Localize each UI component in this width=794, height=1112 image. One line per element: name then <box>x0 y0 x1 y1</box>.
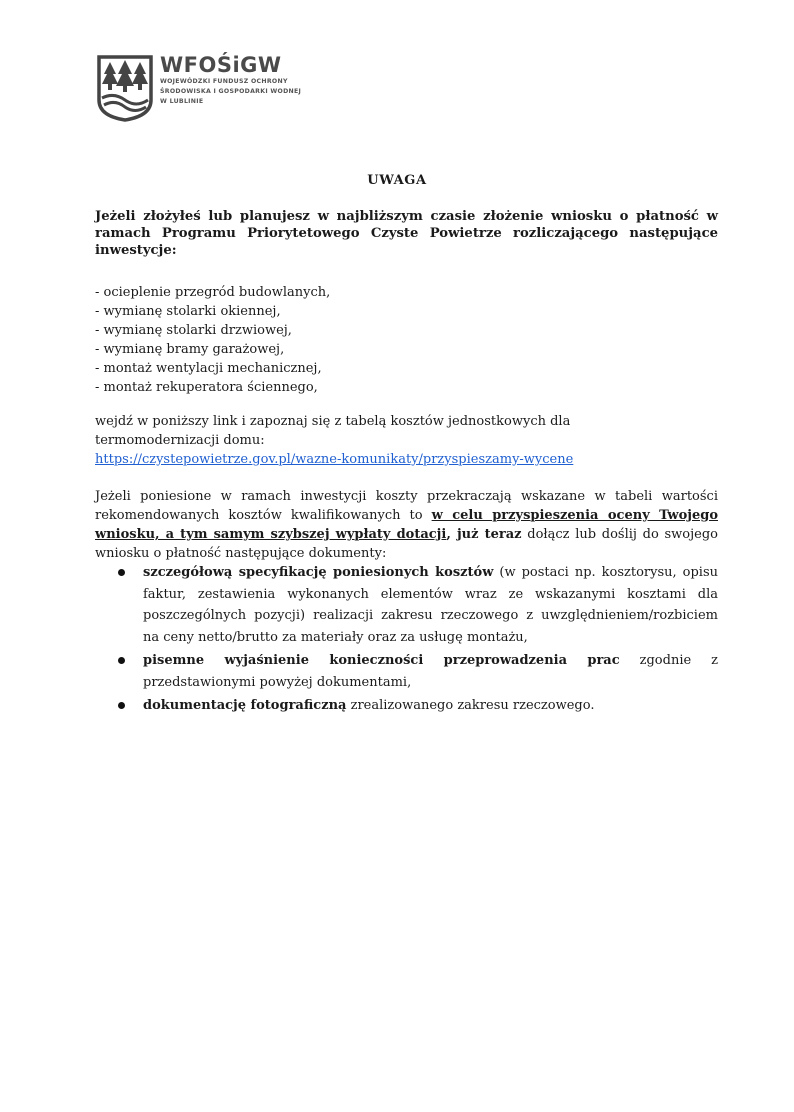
documents-paragraph: Jeżeli poniesione w ramach inwestycji koszty przekraczają wskazane w tabeli wartości rekomendowanych kosztów kwalifikowanych to w celu przyspieszenia oceny Twojego wniosku, a tym samym szybszej wypłaty dotacji, już teraz dołącz lub doślij do swojego wniosku o płatność następujące dokumenty: <box>95 489 718 561</box>
logo-subtitle: WOJEWÓDZKI FUNDUSZ OCHRONY ŚRODOWISKA I GOSPODARKI WODNEJ W LUBLINIE <box>160 78 302 105</box>
list-item: dokumentację fotograficzną zrealizowanego zakresu rzeczowego. <box>118 695 718 717</box>
documents-list <box>118 562 718 719</box>
intro-paragraph: Jeżeli złożyłeś lub planujesz w najbliższym czasie złożenie wniosku o płatność w ramach Programu Priorytetowego Czyste Powietrze rozliczającego następujące inwestycje: <box>95 209 718 258</box>
bullet-icon <box>118 702 125 709</box>
trees-river-shield-icon <box>96 54 154 122</box>
list-item: - wymianę bramy garażowej, <box>95 342 285 357</box>
list-item: pisemne wyjaśnienie konieczności przeprowadzenia prac zgodnie z przedstawionymi powyżej dokumentami, <box>118 650 718 693</box>
bullet-icon <box>118 657 125 664</box>
list-item: - wymianę stolarki drzwiowej, <box>95 323 292 338</box>
investment-list <box>95 283 330 397</box>
list-item: szczegółową specyfikację poniesionych kosztów (w postaci np. kosztorysu, opisu faktur, zestawienia wykonanych elementów wraz ze wskazanymi kosztami dla poszczególnych pozycji) realizacji zakresu rzeczowego z uwzględnieniem/rozbiciem na ceny netto/brutto za materiały oraz za usługę montażu, <box>118 562 718 648</box>
page-title: UWAGA <box>367 173 427 188</box>
list-item: - ocieplenie przegród budowlanych, <box>95 285 331 300</box>
logo-name: WFOŚiGW <box>160 53 282 77</box>
list-item: - montaż wentylacji mechanicznej, <box>95 361 322 376</box>
link-paragraph: wejdź w poniższy link i zapoznaj się z tabelą kosztów jednostkowych dla termomodernizacji domu: https://czystepowietrze.gov.pl/wazne-komunikaty/przyspieszamy-wycene <box>95 412 655 469</box>
list-item: - montaż rekuperatora ściennego, <box>95 380 318 395</box>
logo <box>96 54 336 124</box>
cost-table-link[interactable]: https://czystepowietrze.gov.pl/wazne-komunikaty/przyspieszamy-wycene <box>95 452 574 467</box>
list-item: - wymianę stolarki okiennej, <box>95 304 281 319</box>
bullet-icon <box>118 569 125 576</box>
